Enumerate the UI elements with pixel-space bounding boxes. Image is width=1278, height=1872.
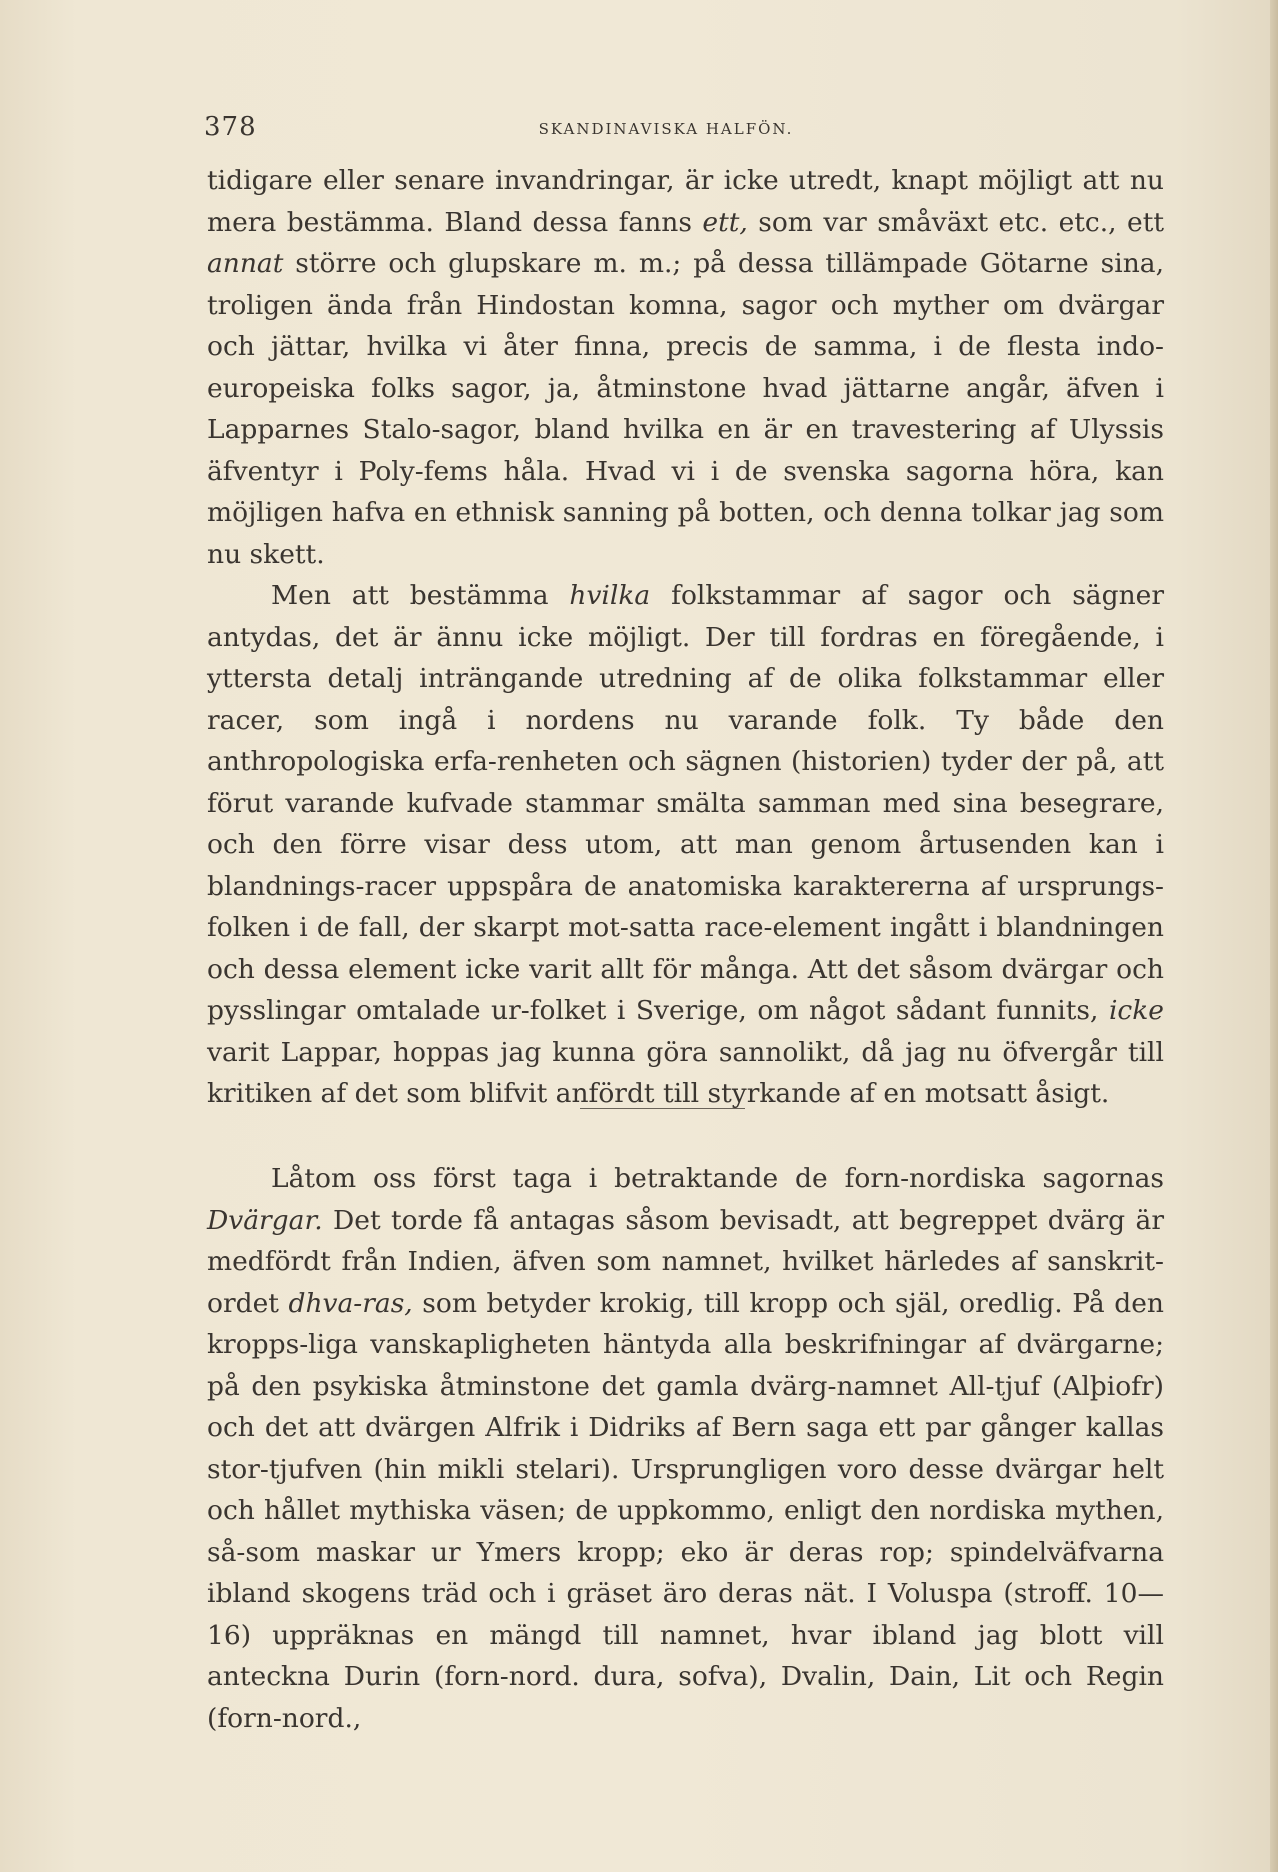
paragraph-1 (207, 160, 1164, 575)
paragraph-2-text-c: varit Lappar, hoppas jag kunna göra sannolikt, då jag nu öfvergår till kritiken af det som blifvit anfördt till styrkande af en motsatt åsigt. (207, 1036, 1164, 1109)
paragraph-3-italic-a: Dvärgar. (207, 1204, 323, 1236)
paragraph-2-italic-a: hvilka (569, 580, 651, 611)
paragraph-1-italic-a: ett, (702, 206, 748, 238)
page-header (204, 112, 1128, 142)
page-number: 378 (204, 112, 257, 142)
paragraph-2-italic-b: icke (1108, 995, 1164, 1026)
paragraph-1-italic-b: annat (207, 248, 284, 279)
paragraph-2-text-b: folkstammar af sagor och sägner antydas, det är ännu icke möjligt. Der till fordras en föregående, i yttersta detalj inträngande utredning af de olika folkstammar eller racer, som ingå i nordens nu varande folk. Ty både den anthropologiska erfa-renheten och sägnen (historien) tyder der på, att förut varande kufvade stammar smälta samman med sina besegrare, och den förre visar dess utom, att man genom årtusenden kan i blandnings-racer uppspåra de anatomiska karaktererna af ursprungs-folken i de fall, der skarpt mot-satta race-element ingått i blandningen och dessa element icke varit allt för många. Att det såsom dvärgar och pysslingar omtalade ur-folket i Sverige, om något sådant funnits, (207, 580, 1164, 1026)
paragraph-1-text-a: tidigare eller senare invandringar, är icke utredt, knapt möjligt att nu mera bestämma. Bland dessa fanns (207, 165, 1164, 238)
section-1-text (207, 160, 1164, 1115)
running-title: SKANDINAVISKA HALFÖN. (538, 120, 794, 138)
page-edge (1270, 0, 1278, 1872)
paragraph-1-text-b: som var småväxt etc. etc., ett (747, 206, 1164, 238)
section-2-text (207, 1158, 1164, 1739)
paragraph-1-text-c: större och glupskare m. m.; på dessa tillämpade Götarne sina, troligen ända från Hindostan komna, sagor och myther om dvärgar och jättar, hvilka vi åter finna, precis de samma, i de flesta indo-europeiska folks sagor, ja, åtminstone hvad jättarne angår, äfven i Lapparnes Stalo-sagor, bland hvilka en är en travestering af Ulyssis äfventyr i Poly-fems håla. Hvad vi i de svenska sagorna höra, kan möjligen hafva en ethnisk sanning på botten, och denna tolkar jag som nu skett. (207, 248, 1164, 570)
paragraph-3-text-c: som betyder krokig, till kropp och själ, oredlig. På den kropps-liga vanskapligheten häntyda alla beskrifningar af dvärgarne; på den psykiska åtminstone det gamla dvärg-namnet All-tjuf (Alþiofr) och det att dvärgen Alfrik i Didriks af Bern saga ett par gånger kallas stor-tjufven (hin mikli stelari). Ursprungligen voro desse dvärgar helt och hållet mythiska väsen; de uppkommo, enligt den nordiska mythen, så-som maskar ur Ymers kropp; eko är deras rop; spindelväfvarna ibland skogens träd och i gräset äro deras nät. I Voluspa (stroff. 10—16) uppräknas en mängd till namnet, hvar ibland jag blott vill anteckna Durin (forn-nord. dura, sofva), Dvalin, Dain, Lit och Regin (forn-nord., (207, 1287, 1165, 1734)
paragraph-2 (207, 575, 1164, 1115)
paragraph-3 (207, 1158, 1164, 1739)
paragraph-3-text-b: Det torde få antagas såsom bevisadt, att begreppet dvärg är medfördt från Indien, äfven som namnet, hvilket härledes af sanskrit-ordet (207, 1204, 1164, 1319)
paragraph-2-text-a: Men att bestämma (271, 580, 570, 611)
paragraph-3-italic-b: dhva-ras, (288, 1287, 413, 1319)
paragraph-3-text-a: Låtom oss först taga i betraktande de forn-nordiska sagornas (271, 1163, 1164, 1194)
section-divider (580, 1108, 745, 1109)
